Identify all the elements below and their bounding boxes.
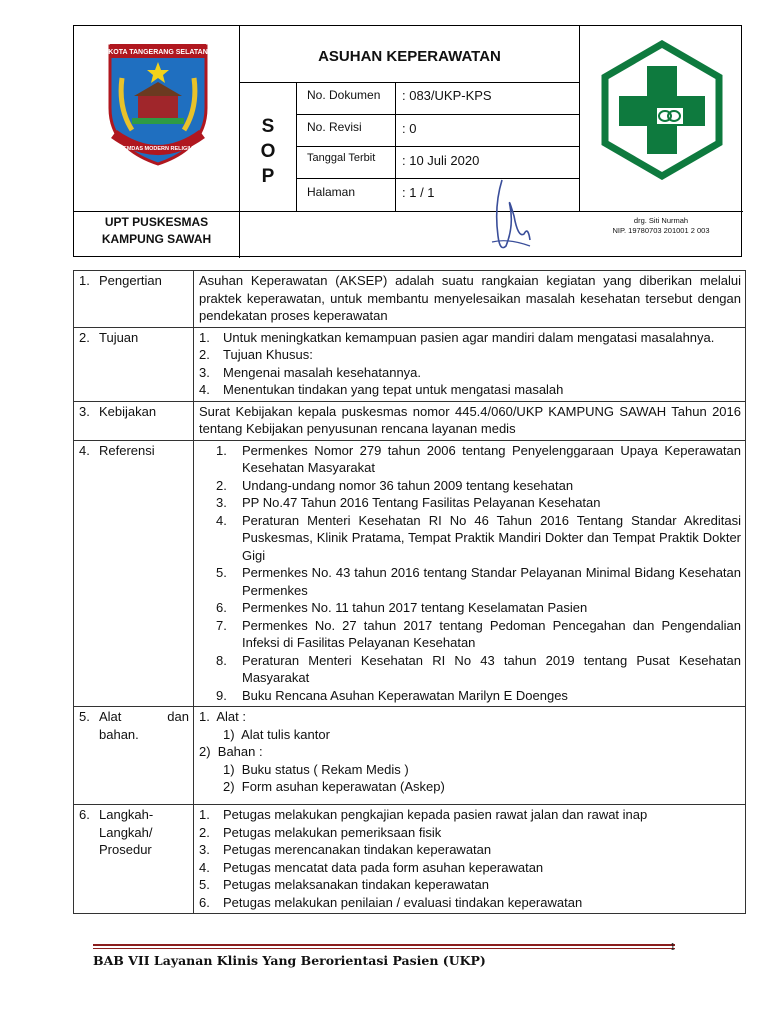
footer-chapter-title: BAB VII Layanan Klinis Yang Berorientasi Pasien (UKP) [93,953,486,968]
table-row [74,707,746,805]
section-body [194,440,746,707]
tool-item: 1) Alat tulis kantor [223,726,330,742]
materials-label: 2) Bahan : [199,744,263,759]
footer-rule-thin [93,948,675,949]
list-item: 3. Mengenai masalah kesehatannya. [199,364,422,380]
sop-letter-o: O [260,141,276,162]
section-heading: 6. Langkah- Langkah/ Prosedur [74,805,194,914]
section-body [194,805,746,914]
list-item: 3. Petugas merencanakan tindakan keperawatan [199,842,492,857]
section-heading: 2. Tujuan [74,327,194,401]
list-item: 2. Undang-undang nomor 36 tahun 2009 tentang kesehatan [216,477,574,493]
list-item: 2. Petugas melakukan pemeriksaan fisik [199,824,442,840]
list-item: 6. Petugas melakukan penilaian / evaluasi tindakan keperawatan [199,894,583,910]
list-item: 2. Tujuan Khusus: [199,347,313,362]
table-row [74,440,746,707]
section-body [194,327,746,401]
page-value: : 1 / 1 [402,185,435,200]
signer-info [579,216,743,236]
section-body: Surat Kebijakan kepala puskesmas nomor 445.4/060/UKP KAMPUNG SAWAH Tahun 2016 tentang Kebijakan penyusunan rencana layanan medis [194,401,746,440]
list-item: 5. Permenkes No. 43 tahun 2016 tentang Standar Pelayanan Minimal Bidang Kesehatan Permenkes [216,565,741,598]
city-logo [102,38,214,168]
section-heading: 3. Kebijakan [74,401,194,440]
list-item: 8. Peraturan Menteri Kesehatan RI No 43 tahun 2019 tentang Pusat Kesehatan Masyarakat [216,652,741,685]
health-logo [597,40,727,180]
doc-number-value: : 083/UKP-KPS [402,88,492,103]
section-heading: 1. Pengertian [74,271,194,328]
svg-text:PEMDAS MODERN RELIGIUS: PEMDAS MODERN RELIGIUS [119,146,197,152]
table-row [74,805,746,914]
unit-name [74,214,239,248]
unit-line2: KAMPUNG SAWAH [101,232,212,246]
list-item: 1. Petugas melakukan pengkajian kepada pasien rawat jalan dan rawat inap [199,807,648,822]
page-label: Halaman [307,185,356,199]
document-title: ASUHAN KEPERAWATAN [318,48,501,65]
sop-letter-s: S [261,116,275,137]
list-item: 1. Permenkes Nomor 279 tahun 2006 tentang Penyelenggaraan Upaya Keperawatan Kesehatan Masyarakat [216,442,741,475]
list-item: 3. PP No.47 Tahun 2016 Tentang Fasilitas Pelayanan Kesehatan [216,495,601,510]
unit-line1: UPT PUSKESMAS [104,215,209,229]
signer-nip: NIP. 19780703 201001 2 003 [612,226,710,235]
list-item: 6. Permenkes No. 11 tahun 2017 tentang Keselamatan Pasien [216,600,588,615]
table-row [74,401,746,440]
doc-number-label: No. Dokumen [307,88,381,102]
list-item: 5. Petugas melaksanakan tindakan keperawatan [199,877,489,892]
revision-value: : 0 [402,121,417,136]
material-item: 1) Buku status ( Rekam Medis ) [223,761,409,777]
list-item: 4. Menentukan tindakan yang tepat untuk mengatasi masalah [199,382,564,397]
table-row [74,271,746,328]
list-item: 9. Buku Rencana Asuhan Keperawatan Marilyn E Doenges [216,687,568,703]
sop-letter-p: P [261,166,275,187]
section-body: Asuhan Keperawatan (AKSEP) adalah suatu rangkaian kegiatan yang diberikan melalui praktek keperawatan, untuk membantu menyelesaikan masalah kesehatan tersebut dengan pendekatan proses keperawatan [194,271,746,328]
tools-label: 1. Alat : [199,709,246,724]
section-heading: 5. Alat dan bahan. [74,707,194,805]
issue-date-label: Tanggal Terbit [307,152,376,164]
table-row [74,327,746,401]
signature [484,176,534,258]
list-item: 4. Peraturan Menteri Kesehatan RI No 46 Tahun 2016 Tentang Standar Akreditasi Puskesmas, Klinik Pratama, Tempat Praktik Mandiri Dokter dan Tempat Praktik Dokter Gigi [216,512,741,563]
list-item: 7. Permenkes No. 27 tahun 2017 tentang Pedoman Pencegahan dan Pengendalian Infeksi di Fasilitas Pelayanan Kesehatan [216,617,741,650]
revision-label: No. Revisi [307,120,362,134]
issue-date-value: : 10 Juli 2020 [402,153,480,168]
section-body [194,707,746,805]
signer-name: drg. Siti Nurmah [633,216,689,225]
footer-rule [93,944,675,946]
list-item: 4. Petugas mencatat data pada form asuhan keperawatan [199,859,544,875]
material-item: 2) Form asuhan keperawatan (Askep) [223,779,445,794]
section-heading: 4. Referensi [74,440,194,707]
sop-content-table [73,270,746,914]
svg-text:KOTA TANGERANG SELATAN: KOTA TANGERANG SELATAN [108,49,208,56]
page-number: 1 [670,943,676,953]
sop-header [73,25,742,257]
list-item: 1. Untuk meningkatkan kemampuan pasien agar mandiri dalam mengatasi masalahnya. [199,329,715,345]
sop-label [258,114,278,189]
